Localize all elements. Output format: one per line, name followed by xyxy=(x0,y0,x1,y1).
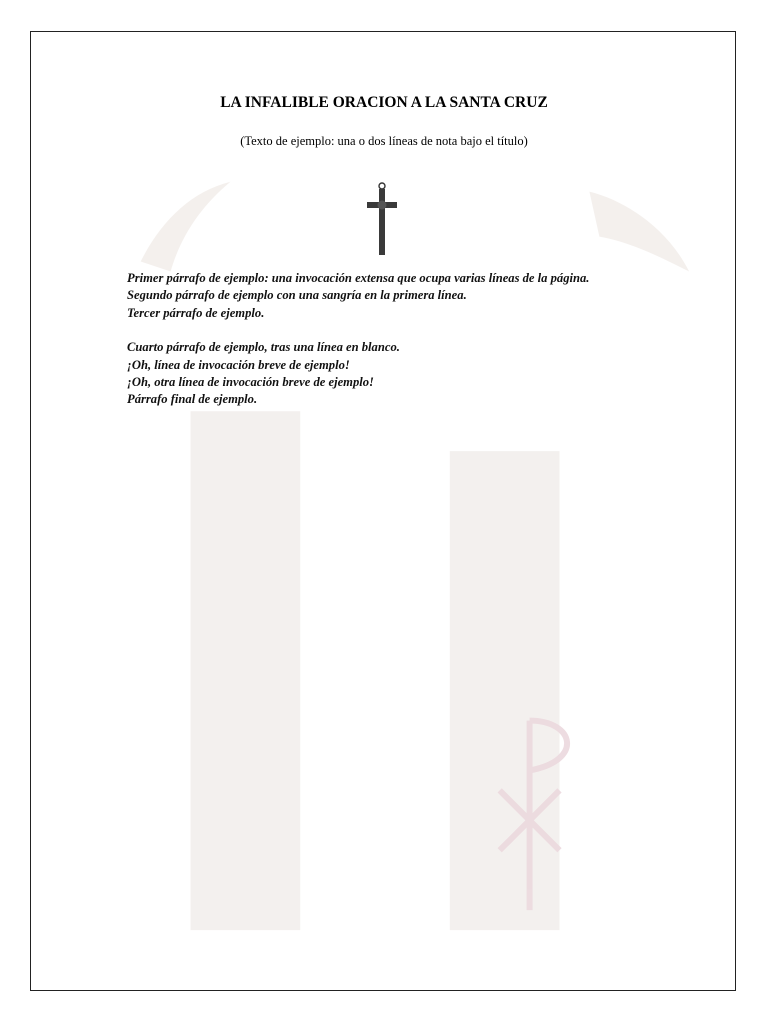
prayer-paragraph: Primer párrafo de ejemplo: una invocación extensa que ocupa varias líneas de la página. xyxy=(127,271,590,285)
paragraph-gap xyxy=(107,322,667,339)
prayer-paragraph: ¡Oh, otra línea de invocación breve de ejemplo! xyxy=(127,375,374,390)
document-title: LA INFALIBLE ORACION A LA SANTA CRUZ xyxy=(220,94,548,111)
prayer-paragraph: Segundo párrafo de ejemplo con una sangría en la primera línea. xyxy=(127,288,467,303)
prayer-paragraph: Cuarto párrafo de ejemplo, tras una línea en blanco. xyxy=(127,340,400,355)
faded-background-image xyxy=(31,32,735,990)
prayer-paragraph: Tercer párrafo de ejemplo. xyxy=(127,305,265,320)
prayer-paragraph: Párrafo final de ejemplo. xyxy=(127,392,258,407)
document-page xyxy=(30,31,736,991)
document-body xyxy=(107,270,667,409)
document-subtitle: (Texto de ejemplo: una o dos líneas de nota bajo el título) xyxy=(240,134,528,148)
cross-icon xyxy=(361,182,403,258)
prayer-paragraph: ¡Oh, línea de invocación breve de ejemplo! xyxy=(127,357,350,372)
